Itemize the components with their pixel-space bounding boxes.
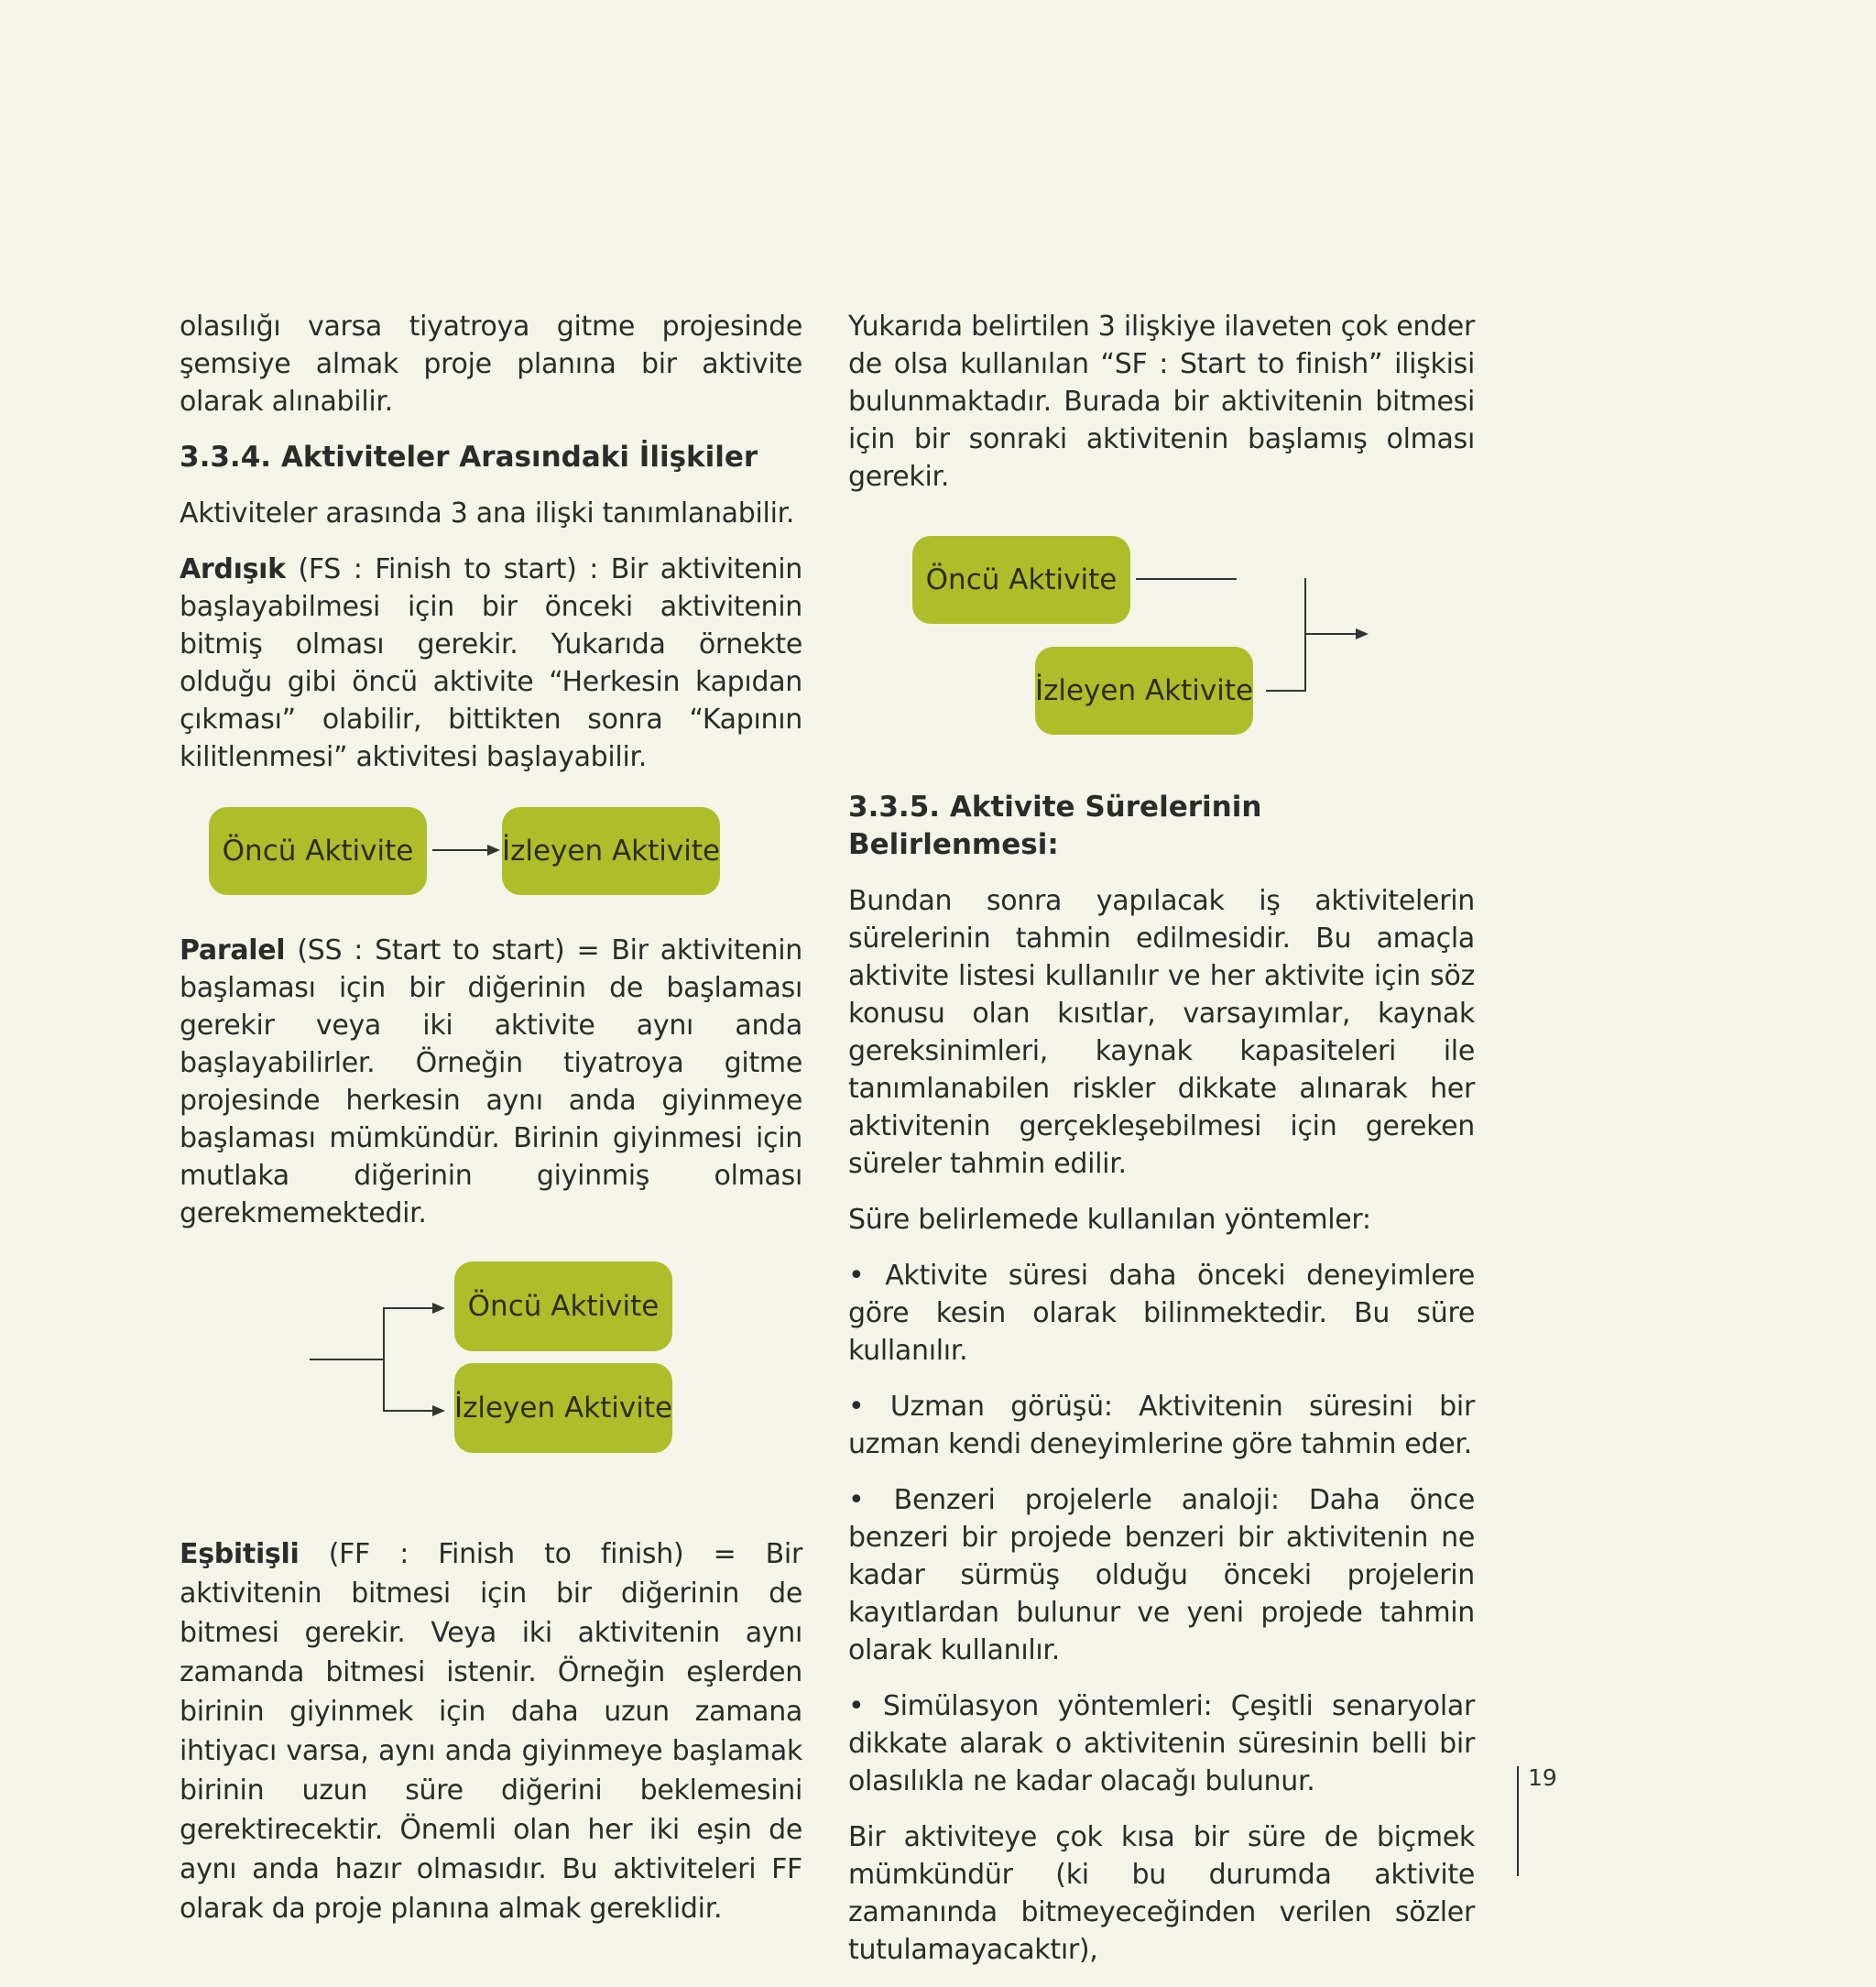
ff-paragraph (180, 1534, 802, 1928)
fs-successor-box: İzleyen Aktivite (502, 807, 720, 895)
section-heading-335: 3.3.5. Aktivite Sürelerinin Belirlenmesi: (848, 791, 1262, 861)
ss-arrow-head-bottom (432, 1405, 445, 1416)
ss-input-line (310, 1359, 385, 1360)
ss-successor-box: İzleyen Aktivite (454, 1363, 672, 1453)
page-number: 19 (1528, 1764, 1557, 1791)
intro-paragraph: olasılığı varsa tiyatroya gitme projesinde şemsiye almak proje planına bir aktivite olarak alınabilir. (180, 311, 802, 418)
durations-paragraph: Bundan sonra yapılacak iş aktivitelerin sürelerinin tahmin edilmesidir. Bu amaçla aktivite listesi kullanılır ve her aktivite için söz konusu olan kısıtlar, varsayımlar, kaynak gereksinimleri, kaynak kapasiteleri ile tanımlanabilen riskler dikkate alınarak her aktivitenin gerçekleşebilmesi için gereken süreler tahmin edilir. (848, 885, 1475, 1180)
fs-arrow-head (487, 845, 500, 856)
sf-line-vertical (1304, 578, 1306, 692)
sf-line-top (1136, 578, 1237, 580)
last-paragraph: Bir aktiviteye çok kısa bir süre de biçmek mümkündür (ki bu durumda aktivite zamanında bitmeyeceğinden verilen sözler tutulamayacaktır), (848, 1821, 1475, 1966)
methods-paragraph: Süre belirlemede kullanılan yöntemler: (848, 1204, 1371, 1236)
ff-term: Eşbitişli (180, 1538, 300, 1570)
ss-branch-top (383, 1307, 434, 1309)
ss-predecessor-box: Öncü Aktivite (454, 1261, 672, 1351)
fs-predecessor-box: Öncü Aktivite (209, 807, 427, 895)
ss-text: (SS : Start to start) = Bir aktivitenin başlaması için bir diğerinin de başlaması gerekir veya iki aktivite aynı anda başlayabilirler. Örneğin tiyatroya gitme projesinde herkesin aynı anda giyinmeye başlaması mümkündür. Birinin giyinmesi için mutlaka diğerinin giyinmiş olması gerekmemektedir. (180, 934, 802, 1229)
fs-term: Ardışık (180, 553, 286, 585)
sf-diagram (848, 514, 1475, 789)
sf-successor-box: İzleyen Aktivite (1035, 647, 1253, 735)
relations-paragraph: Aktiviteler arasında 3 ana ilişki tanımlanabilir. (180, 497, 795, 530)
ss-arrow-head-top (432, 1303, 445, 1314)
sf-line-bottom (1266, 690, 1306, 692)
fs-paragraph (180, 551, 802, 776)
sf-predecessor-box: Öncü Aktivite (912, 536, 1130, 624)
sf-output-line (1304, 633, 1358, 635)
bullet-item: • Uzman görüşü: Aktivitenin süresini bir uzman kendi deneyimlerine göre tahmin eder. (848, 1391, 1475, 1460)
ff-text: (FF : Finish to finish) = Bir aktivitenin bitmesi için bir diğerinin de bitmesi gerekir. Veya iki aktivitenin aynı zamanda bitmesi istenir. Örneğin eşlerden birinin giyinmek için daha uzun zamana ihtiyacı varsa, aynı anda giyinmeye başlamak birinin uzun süre diğerini beklemesini gerektirecektir. Önemli olan her iki eşin de aynı anda hazır olmasıdır. Bu aktiviteleri FF olarak da proje planına almak gereklidir. (180, 1538, 802, 1925)
ss-diagram (180, 1269, 802, 1534)
bullet-item: • Benzeri projelerle analoji: Daha önce benzeri bir projede benzeri bir aktivitenin ne kadar sürmüş olduğu önceki projelerin kayıtlardan bulunur ve yeni projede tahmin olarak kullanılır. (848, 1484, 1475, 1666)
bullet-item: • Aktivite süresi daha önceki deneyimlere göre kesin olarak bilinmektedir. Bu süre kullanılır. (848, 1260, 1475, 1367)
fs-text: (FS : Finish to start) : Bir aktivitenin başlayabilmesi için bir önceki aktivitenin bitmiş olması gerekir. Yukarıda örnekte olduğu gibi öncü aktivite “Herkesin kapıdan çıkması” olabilir, bittikten sonra “Kapının kilitlenmesi” aktivitesi başlayabilir. (180, 553, 802, 773)
page-number-rule (1517, 1766, 1519, 1876)
fs-diagram (180, 794, 802, 932)
fs-arrow-line (432, 849, 489, 851)
sf-arrow-head (1356, 628, 1369, 639)
section-heading-334: 3.3.4. Aktiviteler Arasındaki İlişkiler (180, 441, 758, 474)
sf-paragraph: Yukarıda belirtilen 3 ilişkiye ilaveten çok ender de olsa kullanılan “SF : Start to finish” ilişkisi bulunmaktadır. Burada bir aktivitenin bitmesi için bir sonraki aktivitenin başlamış olması gerekir. (848, 311, 1475, 493)
ss-term: Paralel (180, 934, 286, 966)
bullet-item: • Simülasyon yöntemleri: Çeşitli senaryolar dikkate alarak o aktivitenin süresinin belli bir olasılıkla ne kadar olacağı bulunur. (848, 1690, 1475, 1797)
right-column (848, 308, 1475, 1987)
ss-branch-bottom (383, 1410, 434, 1412)
ss-branch-vertical (383, 1307, 385, 1412)
ss-paragraph (180, 932, 802, 1232)
left-column (180, 308, 802, 1947)
